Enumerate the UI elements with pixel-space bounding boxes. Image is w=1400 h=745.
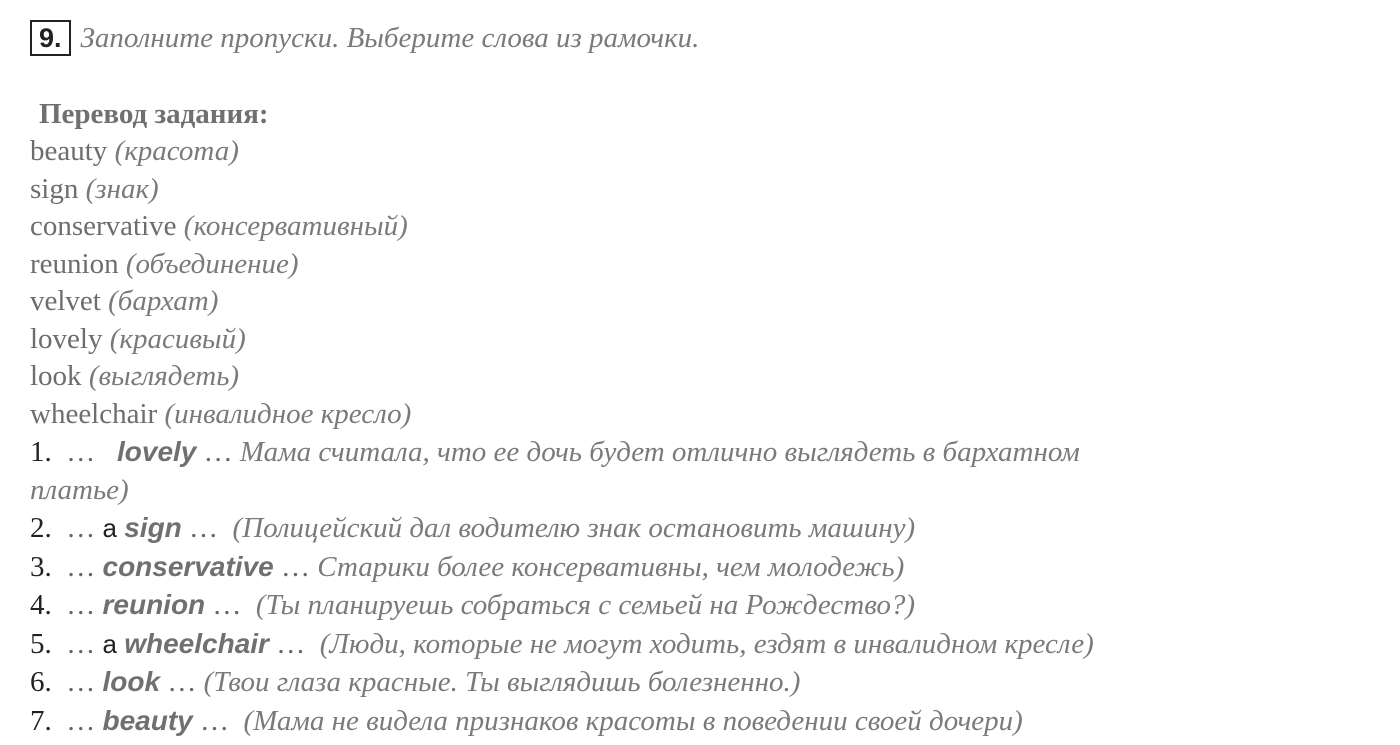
answer-item [30, 509, 1400, 548]
answer-item [30, 586, 1400, 625]
ellipsis: … [203, 436, 233, 468]
vocab-word: look [30, 360, 82, 392]
ellipsis: … [276, 627, 306, 660]
ellipsis: … [212, 589, 242, 621]
vocab-gloss: (выглядеть) [88, 360, 240, 392]
exercise-page [30, 14, 1400, 745]
vocab-word: beauty [30, 135, 108, 167]
ellipsis: … [66, 512, 96, 544]
vocab-word: velvet [30, 285, 101, 317]
task-header [30, 14, 1400, 62]
answer-item [30, 702, 1400, 741]
ellipsis: … [66, 436, 96, 468]
vocab-word: sign [30, 172, 79, 205]
answer-item [30, 433, 1400, 472]
answer-word: beauty [102, 704, 193, 736]
vocab-item [30, 321, 1400, 359]
answers-list [30, 433, 1400, 740]
answer-word: sign [124, 512, 182, 543]
answer-sentence: (Твои глаза красные. Ты выглядишь болезненно.) [203, 666, 801, 698]
ellipsis: … [66, 704, 96, 737]
answer-word: conservative [102, 550, 274, 582]
ellipsis: … [66, 666, 96, 698]
answer-article: a [102, 628, 117, 659]
ellipsis: … [167, 666, 197, 698]
ellipsis: … [66, 627, 96, 660]
answer-sentence-continuation: платье) [30, 473, 129, 506]
answer-item [30, 625, 1400, 664]
vocab-gloss: (знак) [85, 172, 159, 205]
answer-number: 4. [30, 589, 52, 621]
vocab-item [30, 358, 1400, 396]
vocab-gloss: (красивый) [109, 322, 246, 355]
answer-number: 7. [30, 704, 52, 737]
task-number-box: 9. [30, 20, 71, 56]
answer-number: 5. [30, 627, 52, 660]
vocab-word: conservative [30, 210, 177, 242]
vocab-item [30, 283, 1400, 321]
answer-sentence: (Полицейский дал водителю знак остановить машину) [232, 512, 916, 544]
answer-sentence: (Люди, которые не могут ходить, ездят в инвалидном кресле) [319, 627, 1094, 660]
ellipsis: … [66, 589, 96, 621]
answer-sentence: (Ты планируешь собраться с семьей на Рождество?) [255, 589, 916, 621]
vocab-word: lovely [30, 322, 103, 355]
answer-number: 6. [30, 666, 52, 698]
vocab-item [30, 133, 1400, 171]
answer-sentence: Мама считала, что ее дочь будет отлично выглядеть в бархатном [239, 436, 1080, 468]
ellipsis: … [66, 550, 96, 583]
ellipsis: … [200, 704, 229, 737]
answer-word: reunion [102, 589, 206, 620]
answer-sentence: Старики более консервативны, чем молодежь) [317, 550, 905, 583]
vocab-gloss: (бархат) [108, 285, 219, 317]
vocab-gloss: (объединение) [125, 247, 299, 280]
answer-word: look [102, 666, 161, 697]
vocab-item [30, 208, 1400, 246]
vocab-word: reunion [30, 247, 119, 280]
answer-article: a [102, 513, 117, 543]
answer-number: 1. [30, 436, 52, 468]
answer-number: 3. [30, 550, 52, 583]
vocab-item [30, 396, 1400, 434]
answer-word: lovely [117, 436, 197, 467]
task-instruction: Заполните пропуски. Выберите слова из рамочки. [80, 21, 700, 54]
answer-item [30, 548, 1400, 587]
answer-sentence: (Мама не видела признаков красоты в поведении своей дочери) [243, 704, 1023, 737]
answer-number: 2. [30, 512, 52, 544]
vocab-word: wheelchair [30, 397, 158, 430]
vocab-gloss: (красота) [114, 135, 239, 167]
answer-continuation [30, 472, 1400, 510]
vocab-item [30, 246, 1400, 284]
vocab-gloss: (инвалидное кресло) [164, 397, 412, 430]
answer-word: wheelchair [124, 627, 269, 659]
vocab-gloss: (консервативный) [183, 210, 408, 242]
answer-item [30, 663, 1400, 702]
vocabulary-list [30, 133, 1400, 433]
translation-title: Перевод задания: [39, 98, 269, 130]
ellipsis: … [189, 512, 219, 544]
vocab-item [30, 171, 1400, 209]
ellipsis: … [280, 550, 310, 583]
